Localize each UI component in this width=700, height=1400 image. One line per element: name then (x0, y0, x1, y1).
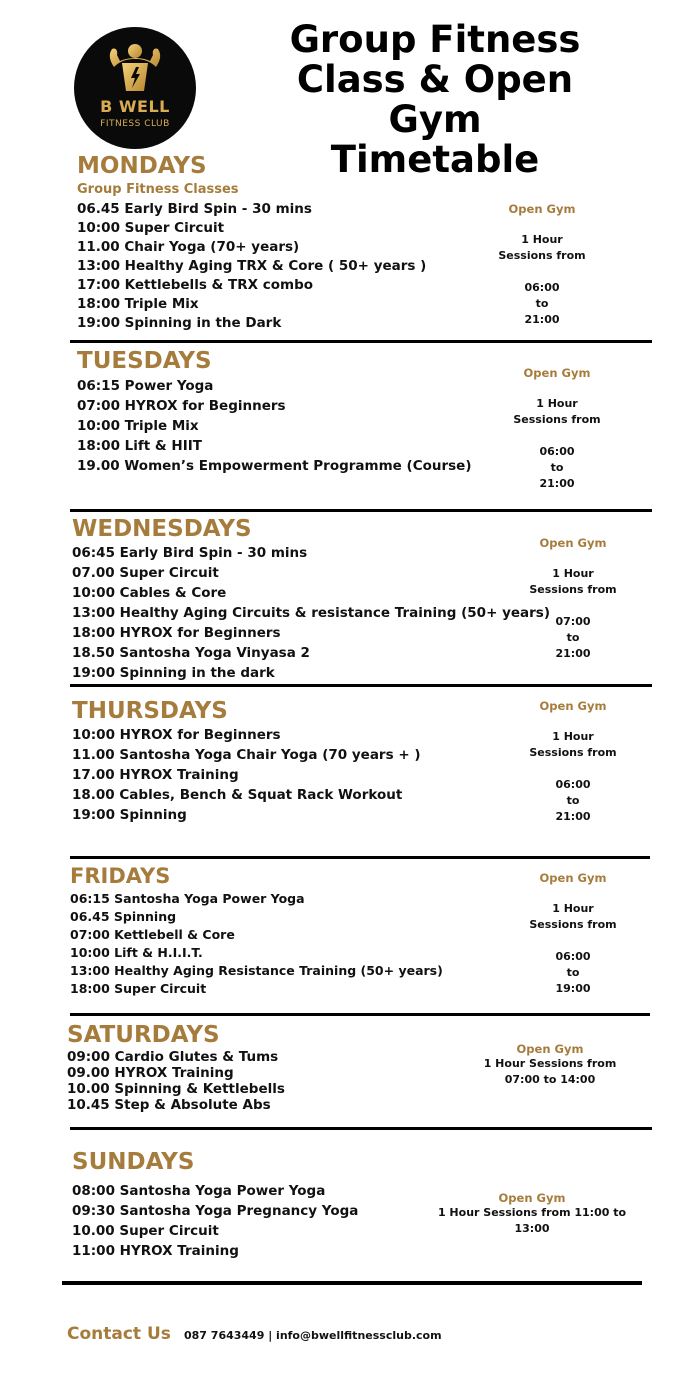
title-line: Timetable (330, 138, 540, 181)
open-gym-end: 21:00 (524, 313, 560, 326)
open-gym-line: Sessions from (498, 249, 586, 262)
class-list (77, 376, 472, 476)
class-item: 07:00 HYROX for Beginners (77, 398, 286, 414)
class-list (77, 200, 426, 333)
class-item: 10:00 Lift & H.I.I.T. (70, 945, 203, 960)
class-list (70, 890, 443, 998)
class-item: 13:00 Healthy Aging Resistance Training (50+ years) (70, 963, 443, 978)
open-gym-start: 06:00 (539, 445, 575, 458)
open-gym-line: 07:00 to 14:00 (504, 1073, 596, 1086)
class-item: 07:00 Kettlebell & Core (70, 927, 235, 942)
open-gym-line: 1 Hour (552, 730, 594, 743)
group-fitness-subheading: Group Fitness Classes (77, 182, 239, 197)
open-gym-label: Open Gym (498, 1191, 566, 1205)
title-line: Class & Open Gym (296, 58, 574, 141)
class-item: 10:00 Super Circuit (77, 220, 225, 236)
class-item: 19:00 Spinning (72, 807, 187, 823)
day-section-sundays (72, 1147, 358, 1261)
open-gym-label: Open Gym (516, 1042, 584, 1056)
class-item: 18:00 Super Circuit (70, 981, 207, 996)
class-item: 19.00 Women’s Empowerment Programme (Course) (77, 458, 472, 474)
open-gym-line: 1 Hour (552, 567, 594, 580)
open-gym-to: to (535, 297, 549, 310)
class-item: 18.50 Santosha Yoga Vinyasa 2 (72, 645, 310, 661)
day-heading: THURSDAYS (72, 698, 228, 724)
open-gym-start: 06:00 (555, 950, 591, 963)
open-gym-end: 21:00 (555, 647, 591, 660)
open-gym-line: 1 Hour (536, 397, 578, 410)
class-item: 17.00 HYROX Training (72, 767, 239, 783)
day-heading: TUESDAYS (77, 348, 212, 374)
open-gym-thursdays (503, 699, 643, 825)
class-item: 11.00 Santosha Yoga Chair Yoga (70 years + ) (72, 747, 421, 763)
open-gym-label: Open Gym (508, 202, 576, 216)
open-gym-label: Open Gym (539, 871, 607, 885)
day-section-saturdays (67, 1021, 285, 1113)
class-item: 06.45 Early Bird Spin - 30 mins (77, 201, 312, 217)
class-item: 07.00 Super Circuit (72, 565, 219, 581)
class-item: 18:00 Triple Mix (77, 296, 199, 312)
open-gym-tuesdays (487, 366, 627, 492)
open-gym-line: 1 Hour (552, 902, 594, 915)
open-gym-mondays (472, 202, 612, 328)
open-gym-end: 19:00 (555, 982, 591, 995)
contact-info: 087 7643449 | info@bwellfitnessclub.com (184, 1329, 442, 1342)
class-item: 10:00 HYROX for Beginners (72, 727, 281, 743)
class-item: 06:15 Power Yoga (77, 378, 214, 394)
open-gym-to: to (566, 794, 580, 807)
title-line: Group Fitness (289, 18, 581, 61)
class-item: 10:00 Cables & Core (72, 585, 227, 601)
section-divider (70, 1013, 650, 1016)
day-heading: MONDAYS (77, 153, 207, 179)
open-gym-line: Sessions from (529, 746, 617, 759)
open-gym-fridays (503, 871, 643, 997)
open-gym-start: 06:00 (555, 778, 591, 791)
day-section-fridays (70, 863, 443, 998)
open-gym-start: 07:00 (555, 615, 591, 628)
section-divider (70, 1127, 652, 1130)
open-gym-line: Sessions from (529, 918, 617, 931)
day-section-tuesdays (77, 346, 472, 476)
section-divider (70, 856, 650, 859)
open-gym-line: 1 Hour (521, 233, 563, 246)
open-gym-to: to (550, 461, 564, 474)
class-item: 10.45 Step & Absolute Abs (67, 1097, 271, 1113)
open-gym-line: Sessions from (513, 413, 601, 426)
class-item: 09.00 HYROX Training (67, 1065, 234, 1081)
class-item: 10:00 Triple Mix (77, 418, 199, 434)
logo-name: B WELL (100, 97, 170, 116)
open-gym-label: Open Gym (539, 536, 607, 550)
open-gym-line: 1 Hour Sessions from 11:00 to 13:00 (437, 1206, 627, 1235)
day-section-mondays (77, 151, 426, 333)
day-section-wednesdays (72, 515, 550, 683)
logo-subtitle: FITNESS CLUB (100, 119, 170, 129)
class-item: 06:45 Early Bird Spin - 30 mins (72, 545, 308, 561)
class-item: 19:00 Spinning in the dark (72, 665, 275, 681)
club-logo (74, 27, 196, 149)
section-divider (70, 340, 652, 343)
day-heading: FRIDAYS (70, 864, 171, 888)
class-item: 13:00 Healthy Aging Circuits & resistance Training (50+ years) (72, 605, 551, 621)
class-list (67, 1049, 285, 1113)
open-gym-start: 06:00 (524, 281, 560, 294)
class-item: 10.00 Spinning & Kettlebells (67, 1081, 285, 1097)
class-item: 13:00 Healthy Aging TRX & Core ( 50+ years ) (77, 258, 427, 274)
section-divider (62, 1281, 642, 1285)
class-list (72, 543, 550, 683)
class-item: 09:30 Santosha Yoga Pregnancy Yoga (72, 1203, 359, 1219)
day-heading: SUNDAYS (72, 1149, 195, 1175)
open-gym-saturdays (470, 1042, 630, 1088)
class-item: 06:15 Santosha Yoga Power Yoga (70, 891, 305, 906)
strongman-icon (104, 41, 166, 99)
open-gym-end: 21:00 (555, 810, 591, 823)
class-item: 08:00 Santosha Yoga Power Yoga (72, 1183, 326, 1199)
section-divider (70, 509, 652, 512)
class-item: 10.00 Super Circuit (72, 1223, 219, 1239)
day-heading: SATURDAYS (67, 1022, 220, 1048)
open-gym-to: to (566, 966, 580, 979)
class-item: 17:00 Kettlebells & TRX combo (77, 277, 314, 293)
open-gym-to: to (566, 631, 580, 644)
day-section-thursdays (72, 697, 421, 825)
class-item: 18.00 Cables, Bench & Squat Rack Workout (72, 787, 403, 803)
open-gym-sundays (422, 1191, 642, 1237)
class-item: 11.00 Chair Yoga (70+ years) (77, 239, 300, 255)
section-divider (70, 684, 652, 687)
contact-row (67, 1324, 442, 1344)
contact-label: Contact Us (67, 1324, 171, 1344)
day-heading: WEDNESDAYS (72, 516, 252, 542)
open-gym-line: 1 Hour Sessions from (483, 1057, 617, 1070)
class-list (72, 725, 421, 825)
open-gym-line: Sessions from (529, 583, 617, 596)
open-gym-wednesdays (503, 536, 643, 662)
class-item: 18:00 HYROX for Beginners (72, 625, 281, 641)
open-gym-label: Open Gym (539, 699, 607, 713)
open-gym-end: 21:00 (539, 477, 575, 490)
class-list (72, 1181, 358, 1261)
class-item: 06.45 Spinning (70, 909, 177, 924)
class-item: 09:00 Cardio Glutes & Tums (67, 1049, 279, 1065)
class-item: 18:00 Lift & HIIT (77, 438, 202, 454)
class-item: 11:00 HYROX Training (72, 1243, 239, 1259)
class-item: 19:00 Spinning in the Dark (77, 315, 282, 331)
open-gym-label: Open Gym (523, 366, 591, 380)
